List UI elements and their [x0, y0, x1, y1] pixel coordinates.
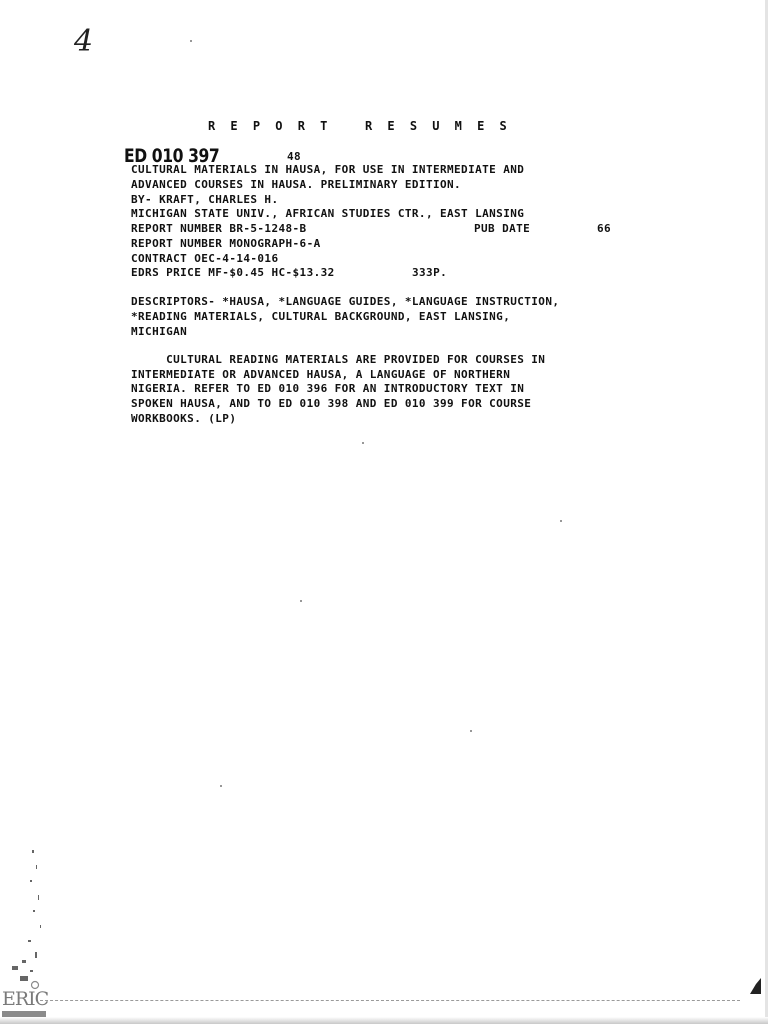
pub-date-label: PUB DATE: [474, 222, 531, 235]
scan-speck: [190, 40, 192, 42]
ed-accession-number: ED 010 397: [124, 145, 220, 167]
abstract-line: SPOKEN HAUSA, AND TO ED 010 398 AND ED 010 399 FOR COURSE: [131, 397, 532, 410]
clearinghouse-number: 48: [287, 150, 302, 163]
institution-line: MICHIGAN STATE UNIV., AFRICAN STUDIES CTR., EAST LANSING: [131, 207, 525, 220]
abstract-line: WORKBOOKS. (LP): [131, 412, 237, 425]
scan-speck: [300, 600, 302, 602]
bottom-rule: [40, 1000, 740, 1002]
page-edge-bottom: [0, 1017, 768, 1024]
title-line-2: ADVANCED COURSES IN HAUSA. PRELIMINARY EDITION.: [131, 178, 462, 191]
handwritten-page-number: 4: [74, 24, 94, 59]
title-line-1: CULTURAL MATERIALS IN HAUSA, FOR USE IN INTERMEDIATE AND: [131, 163, 525, 176]
report-number-line-1: REPORT NUMBER BR-5-1248-B: [131, 222, 307, 235]
descriptors-line: MICHIGAN: [131, 325, 188, 338]
scan-speck: [362, 442, 364, 444]
pub-date-value: 66: [597, 222, 612, 235]
scan-speck: [560, 520, 562, 522]
page-count: 333P.: [412, 266, 448, 279]
abstract-line: CULTURAL READING MATERIALS ARE PROVIDED FOR COURSES IN: [131, 353, 546, 366]
scan-noise: [2, 840, 47, 990]
abstract-line: INTERMEDIATE OR ADVANCED HAUSA, A LANGUAGE OF NORTHERN: [131, 368, 511, 381]
scan-speck: [470, 730, 472, 732]
eric-logo-text: ERIC: [2, 988, 49, 1010]
descriptors-line: *READING MATERIALS, CULTURAL BACKGROUND, EAST LANSING,: [131, 310, 511, 323]
scan-speck: [220, 785, 222, 787]
author-line: BY- KRAFT, CHARLES H.: [131, 193, 279, 206]
report-resumes-heading: REPORT RESUMES: [208, 119, 522, 133]
descriptors-line: DESCRIPTORS- *HAUSA, *LANGUAGE GUIDES, *LANGUAGE INSTRUCTION,: [131, 295, 560, 308]
report-number-line-2: REPORT NUMBER MONOGRAPH-6-A: [131, 237, 321, 250]
scan-corner-mark: [748, 976, 762, 996]
abstract-line: NIGERIA. REFER TO ED 010 396 FOR AN INTRODUCTORY TEXT IN: [131, 382, 525, 395]
edrs-price-line: EDRS PRICE MF-$0.45 HC-$13.32: [131, 266, 335, 279]
contract-line: CONTRACT OEC-4-14-016: [131, 252, 279, 265]
